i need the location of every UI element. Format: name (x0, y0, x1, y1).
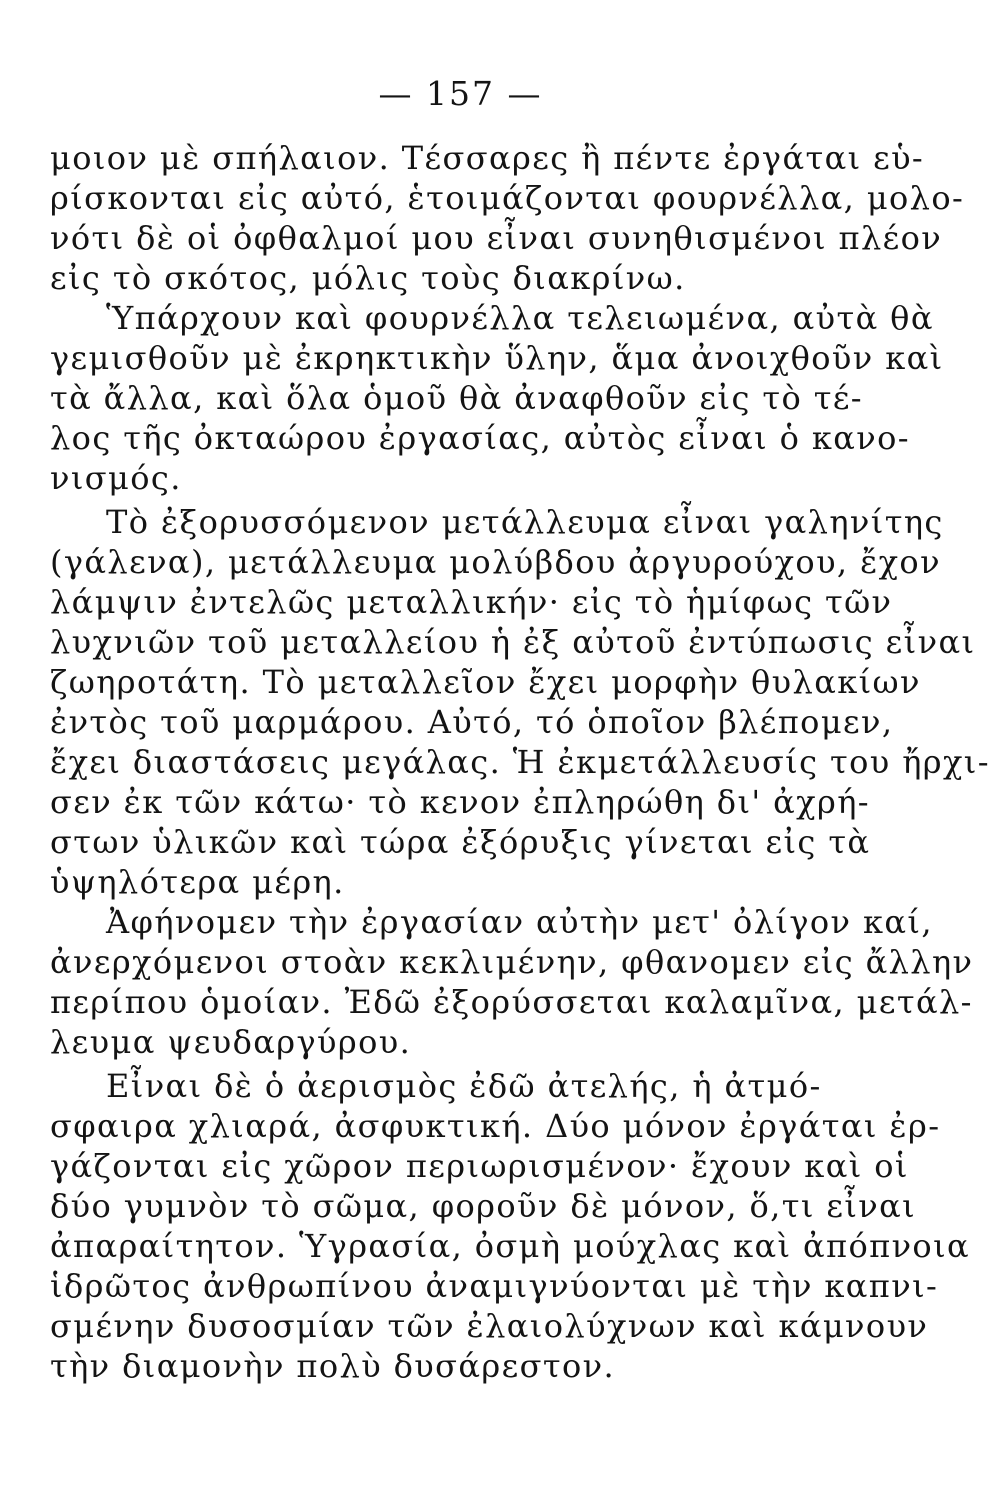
text-line: λάμψιν ἐντελῶς μεταλλικήν· εἰς τὸ ἡμίφως τῶν (50, 583, 893, 621)
text-line: νισμός. (50, 459, 182, 497)
text-line: ἀπαραίτητον. Ὑγρασία, ὀσμὴ μούχλας καὶ ἀπόπνοια (50, 1227, 971, 1265)
text-line: εἰς τὸ σκότος, μόλις τοὺς διακρίνω. (50, 259, 686, 297)
text-line: ἐντὸς τοῦ μαρμάρου. Αὐτό, τό ὁποῖον βλέπομεν, (50, 703, 894, 741)
text-line: τὴν διαμονὴν πολὺ δυσάρεστον. (50, 1347, 616, 1385)
text-line: τὰ ἄλλα, καὶ ὅλα ὁμοῦ θὰ ἀναφθοῦν εἰς τὸ τέ- (50, 379, 864, 417)
text-line: μοιον μὲ σπήλαιον. Τέσσαρες ἢ πέντε ἐργάται εὑ- (50, 139, 925, 177)
text-line: σεν ἐκ τῶν κάτω· τὸ κενον ἐπληρώθη δι' ἀχρή- (50, 783, 870, 821)
text-line: Ὑπάρχουν καὶ φουρνέλλα τελειωμένα, αὐτὰ θὰ (106, 299, 934, 337)
text-line: γάζονται εἰς χῶρον περιωρισμένον· ἔχουν καὶ οἱ (50, 1147, 909, 1185)
text-line: (γάλενα), μετάλλευμα μολύβδου ἀργυρούχου, ἔχον (50, 543, 941, 581)
text-line: γεμισθοῦν μὲ ἐκρηκτικὴν ὕλην, ἅμα ἀνοιχθοῦν καὶ (50, 339, 944, 377)
body-text (50, 138, 990, 1386)
text-line: Εἶναι δὲ ὁ ἀερισμὸς ἐδῶ ἀτελής, ἡ ἀτμό- (106, 1067, 822, 1105)
text-line: λος τῆς ὀκταώρου ἐργασίας, αὐτὸς εἶναι ὁ κανο- (50, 419, 910, 457)
text-line: ρίσκονται εἰς αὐτό, ἑτοιμάζονται φουρνέλλα, μολο- (50, 179, 965, 217)
text-line: ἀνερχόμενοι στοὰν κεκλιμένην, φθανομεν εἰς ἄλλην (50, 943, 974, 981)
text-line: ὑψηλότερα μέρη. (50, 863, 345, 901)
text-line: σφαιρα χλιαρά, ἀσφυκτική. Δύο μόνον ἐργάται ἐρ- (50, 1107, 941, 1145)
text-line: ἔχει διαστάσεις μεγάλας. Ἡ ἐκμετάλλευσίς του ἤρχι- (50, 743, 990, 781)
text-line: ἱδρῶτος ἀνθρωπίνου ἀναμιγνύονται μὲ τὴν καπνι- (50, 1267, 939, 1305)
text-line: δύο γυμνὸν τὸ σῶμα, φοροῦν δὲ μόνον, ὅ,τι εἶναι (50, 1187, 917, 1225)
text-line: Ἀφήνομεν τὴν ἐργασίαν αὐτὴν μετ' ὀλίγον καί, (106, 903, 933, 941)
text-line: ζωηροτάτη. Τὸ μεταλλεῖον ἔχει μορφὴν θυλακίων (50, 663, 921, 701)
text-line: στων ὑλικῶν καὶ τώρα ἐξόρυξις γίνεται εἰς τὰ (50, 823, 871, 861)
page-number: — 157 — (378, 74, 543, 113)
text-line: λευμα ψευδαργύρου. (50, 1023, 412, 1061)
text-line: περίπου ὁμοίαν. Ἐδῶ ἐξορύσσεται καλαμῖνα, μετάλ- (50, 983, 973, 1021)
text-line: σμένην δυσοσμίαν τῶν ἐλαιολύχνων καὶ κάμνουν (50, 1307, 929, 1345)
text-line: Τὸ ἐξορυσσόμενον μετάλλευμα εἶναι γαληνίτης (106, 503, 944, 541)
text-line: λυχνιῶν τοῦ μεταλλείου ἡ ἐξ αὐτοῦ ἐντύπωσις εἶναι (50, 623, 976, 661)
text-line: νότι δὲ οἱ ὀφθαλμοί μου εἶναι συνηθισμένοι πλέον (50, 219, 943, 257)
